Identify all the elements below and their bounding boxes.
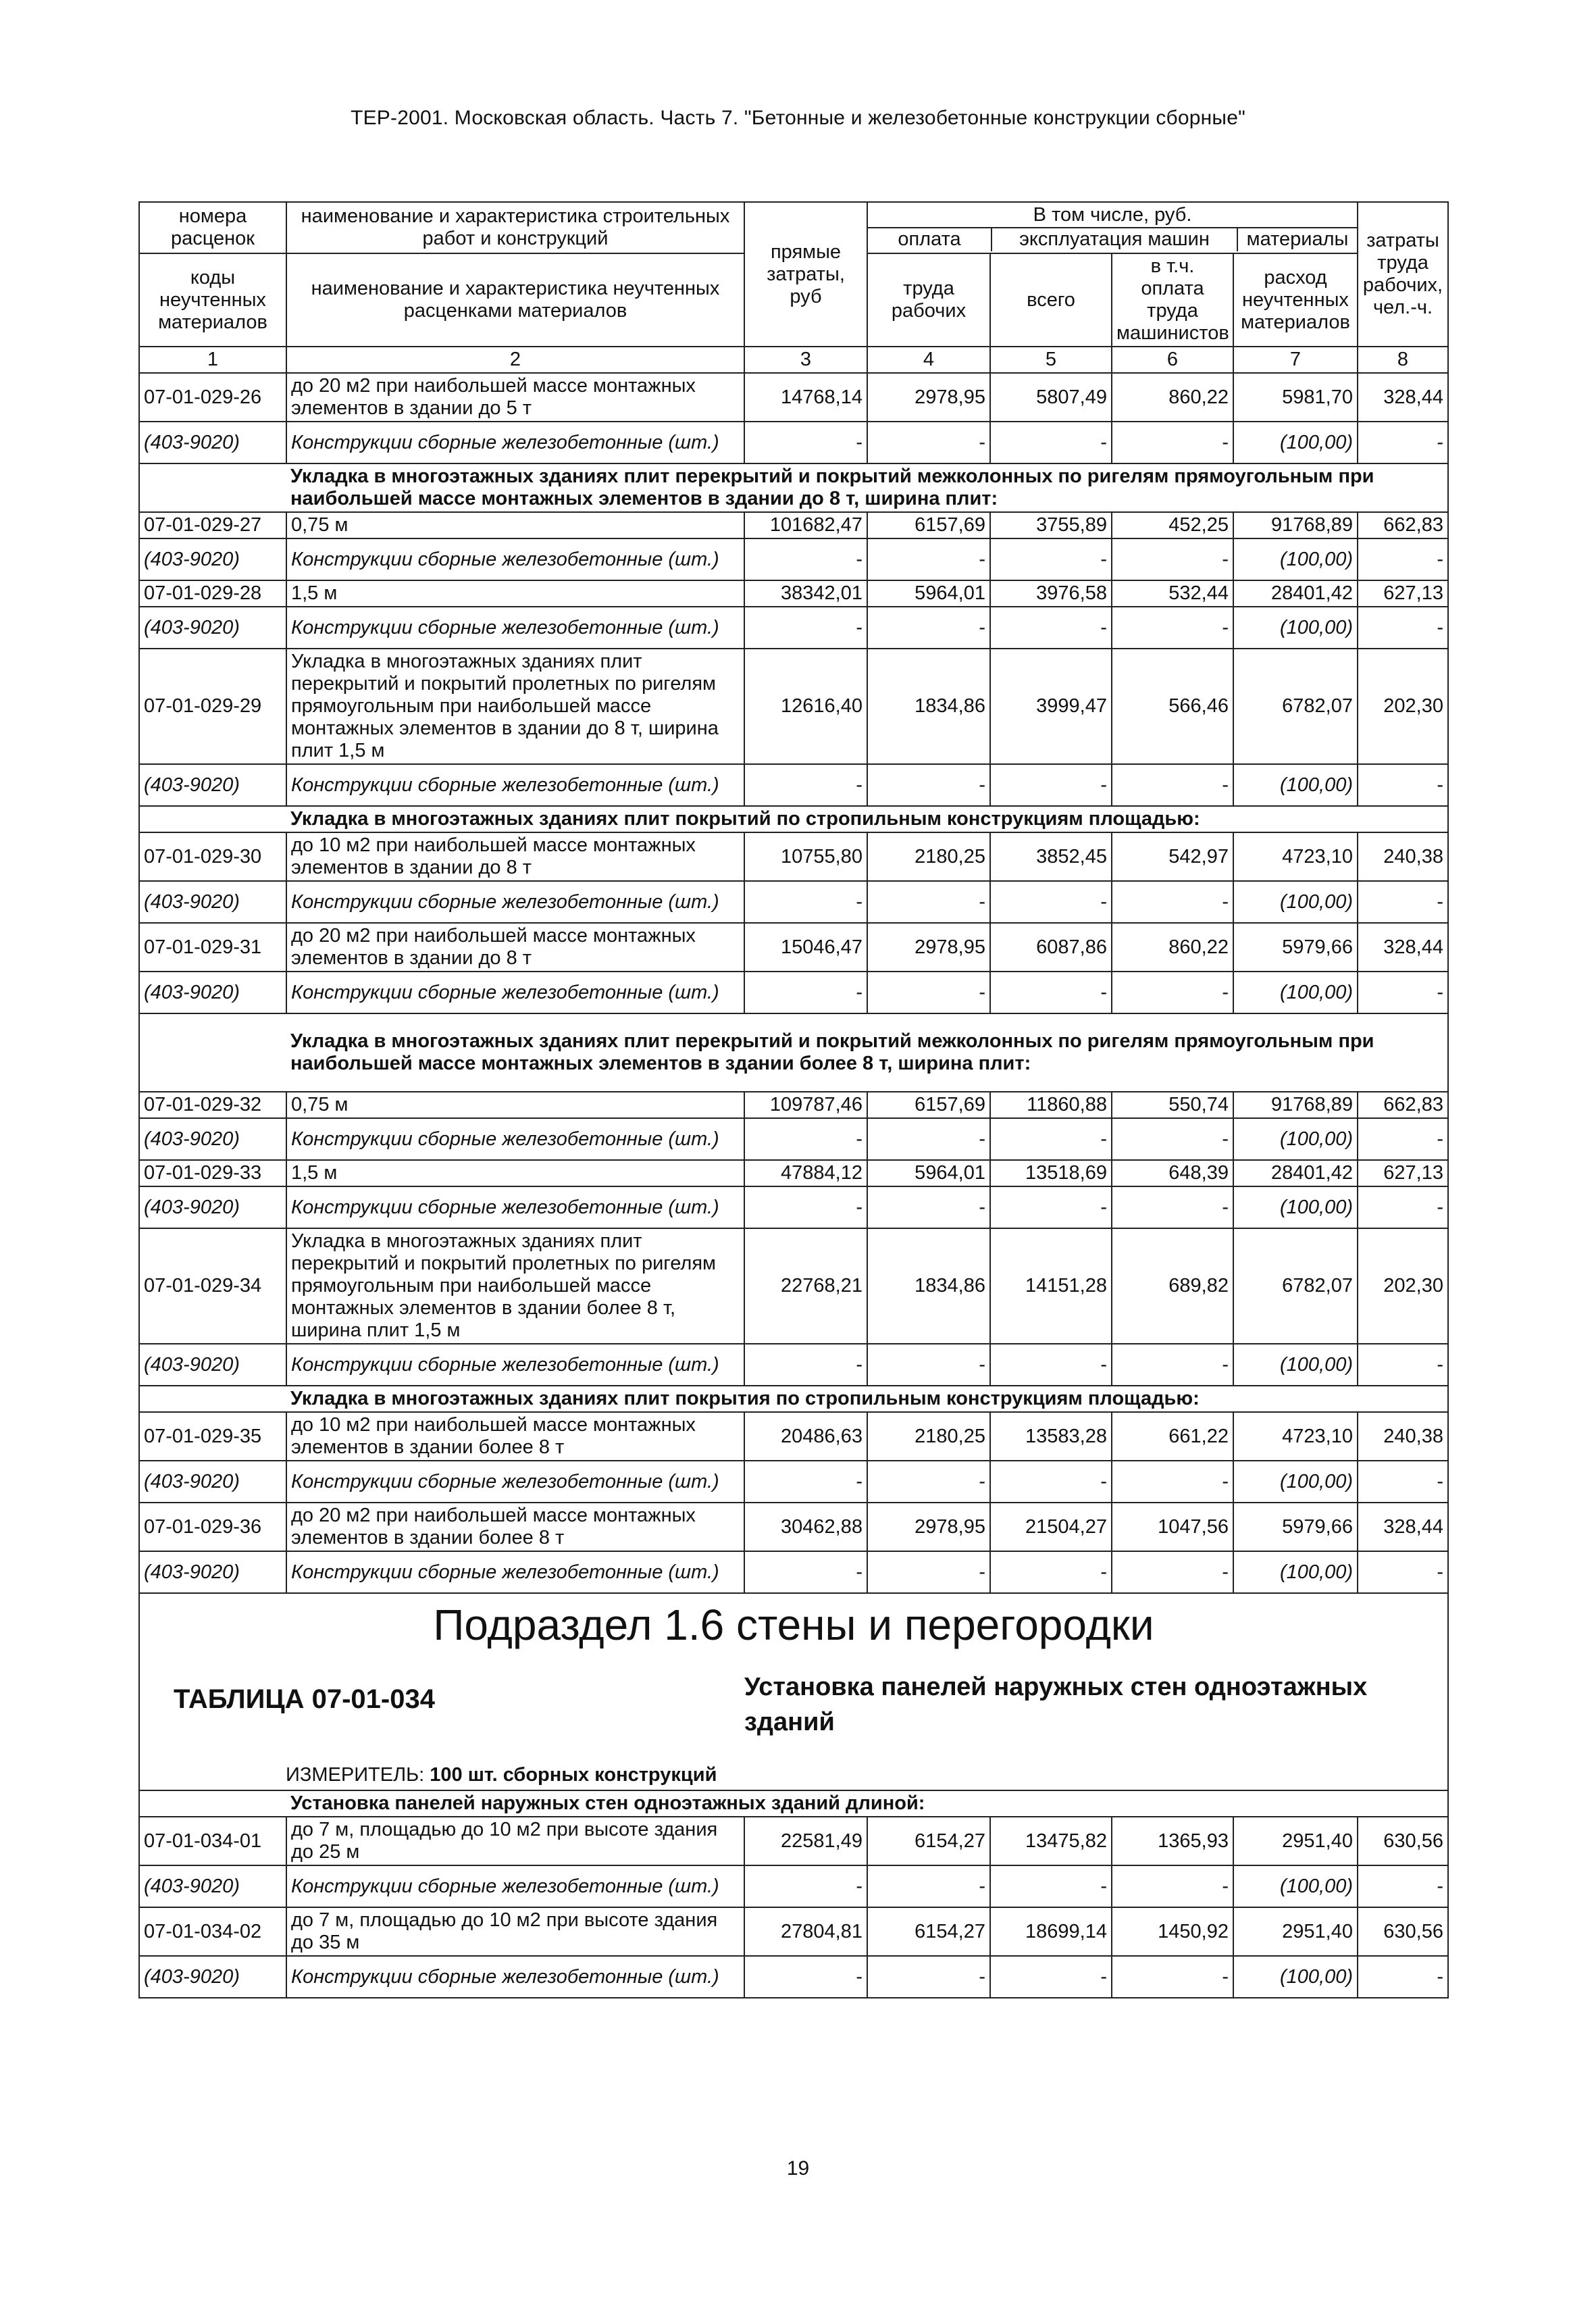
subsection-title: Подраздел 1.6 стены и перегородки [433, 1601, 1154, 1649]
rate-code: 07-01-029-26 [139, 373, 286, 422]
group-heading-row [139, 1790, 1448, 1817]
material-code: (403-9020) [139, 607, 286, 649]
value-c8: - [1358, 1865, 1448, 1907]
group-heading-row [139, 1013, 1448, 1092]
rate-name: до 7 м, площадью до 10 м2 при высоте здания до 35 м [286, 1907, 744, 1956]
value-c4: - [867, 1865, 990, 1907]
material-code: (403-9020) [139, 1461, 286, 1503]
value-c3: - [744, 1186, 867, 1228]
value-c7: (100,00) [1233, 538, 1358, 580]
value-c5: - [990, 538, 1112, 580]
value-c4: - [867, 1461, 990, 1503]
value-c3: - [744, 538, 867, 580]
value-c3: - [744, 607, 867, 649]
material-row [139, 422, 1448, 463]
rates-table-frame [138, 201, 1447, 2061]
header-materials: материалы [1246, 228, 1349, 250]
material-name: Конструкции сборные железобетонные (шт.) [286, 538, 744, 580]
col-number: 8 [1358, 347, 1448, 373]
value-c8: 240,38 [1358, 832, 1448, 881]
material-row [139, 1344, 1448, 1386]
material-code: (403-9020) [139, 1956, 286, 1998]
value-c3: - [744, 1956, 867, 1998]
value-c5: - [990, 764, 1112, 806]
header-col2-bottom: наименование и характеристика неучтенных расценками материалов [286, 253, 744, 347]
value-c7: 28401,42 [1233, 1160, 1358, 1186]
material-name: Конструкции сборные железобетонные (шт.) [286, 764, 744, 806]
value-c4: 2180,25 [867, 832, 990, 881]
material-name: Конструкции сборные железобетонные (шт.) [286, 1118, 744, 1160]
value-c3: - [744, 1865, 867, 1907]
rate-code: 07-01-034-02 [139, 1907, 286, 1956]
rate-name: 1,5 м [286, 1160, 744, 1186]
value-c8: 662,83 [1358, 1092, 1448, 1118]
rate-name: до 20 м2 при наибольшей массе монтажных элементов в здании до 8 т [286, 923, 744, 972]
col-number: 4 [867, 347, 990, 373]
material-name: Конструкции сборные железобетонные (шт.) [286, 607, 744, 649]
value-c6: 860,22 [1112, 373, 1233, 422]
page-header: ТЕР-2001. Московская область. Часть 7. "Бетонные и железобетонные конструкции сборные" [351, 107, 1245, 129]
value-c8: 328,44 [1358, 1503, 1448, 1551]
value-c3: 109787,46 [744, 1092, 867, 1118]
value-c3: 38342,01 [744, 580, 867, 607]
value-c5: 21504,27 [990, 1503, 1112, 1551]
value-c6: - [1112, 422, 1233, 463]
rate-code: 07-01-029-33 [139, 1160, 286, 1186]
value-c6: - [1112, 538, 1233, 580]
header-col5: всего [990, 253, 1112, 347]
value-c4: 2180,25 [867, 1412, 990, 1461]
header-col4: труда рабочих [867, 253, 990, 347]
group-spacer [139, 806, 286, 832]
value-c7: (100,00) [1233, 1461, 1358, 1503]
header-incl-text: В том числе, руб. [868, 204, 1357, 228]
value-c3: - [744, 1344, 867, 1386]
material-code: (403-9020) [139, 1118, 286, 1160]
value-c7: (100,00) [1233, 1118, 1358, 1160]
value-c7: (100,00) [1233, 1551, 1358, 1593]
value-c7: 28401,42 [1233, 580, 1358, 607]
material-name: Конструкции сборные железобетонные (шт.) [286, 1461, 744, 1503]
rate-name: 0,75 м [286, 1092, 744, 1118]
header-col4-top: оплата [868, 228, 992, 251]
value-c5: - [990, 1344, 1112, 1386]
material-name: Конструкции сборные железобетонные (шт.) [286, 422, 744, 463]
value-c6: 1365,93 [1112, 1817, 1233, 1865]
rate-code: 07-01-029-29 [139, 649, 286, 764]
table-title: Установка панелей наружных стен одноэтажных зданий [744, 1673, 1368, 1736]
value-c4: 2978,95 [867, 1503, 990, 1551]
value-c6: - [1112, 1551, 1233, 1593]
value-c3: 27804,81 [744, 1907, 867, 1956]
value-c3: 10755,80 [744, 832, 867, 881]
value-c7: 2951,40 [1233, 1907, 1358, 1956]
group-heading: Укладка в многоэтажных зданиях плит покрытий по стропильным конструкциям площадью: [286, 806, 1448, 832]
value-c6: 542,97 [1112, 832, 1233, 881]
material-code: (403-9020) [139, 1551, 286, 1593]
rate-code: 07-01-029-32 [139, 1092, 286, 1118]
value-c5: - [990, 607, 1112, 649]
value-c6: - [1112, 1344, 1233, 1386]
col-number: 1 [139, 347, 286, 373]
rate-code: 07-01-029-35 [139, 1412, 286, 1461]
value-c7: 6782,07 [1233, 1228, 1358, 1344]
rate-row [139, 512, 1448, 538]
material-row [139, 538, 1448, 580]
value-c3: - [744, 881, 867, 923]
material-code: (403-9020) [139, 538, 286, 580]
value-c6: - [1112, 1186, 1233, 1228]
value-c3: 12616,40 [744, 649, 867, 764]
value-c6: 1047,56 [1112, 1503, 1233, 1551]
material-name: Конструкции сборные железобетонные (шт.) [286, 972, 744, 1013]
value-c3: - [744, 1551, 867, 1593]
rate-row [139, 1907, 1448, 1956]
value-c5: - [990, 422, 1112, 463]
col-number: 2 [286, 347, 744, 373]
header-col2-top: наименование и характеристика строительных работ и конструкций [286, 202, 744, 253]
value-c4: 1834,86 [867, 649, 990, 764]
material-row [139, 881, 1448, 923]
value-c4: 1834,86 [867, 1228, 990, 1344]
group-spacer [139, 1013, 286, 1092]
measure-unit [286, 1764, 717, 1786]
rate-name: до 7 м, площадью до 10 м2 при высоте здания до 25 м [286, 1817, 744, 1865]
value-c3: - [744, 764, 867, 806]
value-c6: - [1112, 1956, 1233, 1998]
value-c4: - [867, 1186, 990, 1228]
value-c5: - [990, 1956, 1112, 1998]
rate-row [139, 580, 1448, 607]
material-name: Конструкции сборные железобетонные (шт.) [286, 881, 744, 923]
group-heading-row [139, 1386, 1448, 1412]
value-c5: 14151,28 [990, 1228, 1112, 1344]
value-c8: - [1358, 1344, 1448, 1386]
value-c5: - [990, 1551, 1112, 1593]
table-id: ТАБЛИЦА 07-01-034 [174, 1684, 435, 1714]
material-row [139, 764, 1448, 806]
value-c4: - [867, 607, 990, 649]
material-code: (403-9020) [139, 1344, 286, 1386]
value-c8: 630,56 [1358, 1817, 1448, 1865]
rate-name: до 20 м2 при наибольшей массе монтажных элементов в здании до 5 т [286, 373, 744, 422]
value-c5: 3852,45 [990, 832, 1112, 881]
value-c3: - [744, 1461, 867, 1503]
value-c7: (100,00) [1233, 1956, 1358, 1998]
rate-row [139, 373, 1448, 422]
group-heading: Укладка в многоэтажных зданиях плит покрытия по стропильным конструкциям площадью: [286, 1386, 1448, 1412]
value-c6: - [1112, 607, 1233, 649]
measure-label: ИЗМЕРИТЕЛЬ: [286, 1764, 425, 1786]
page-number: 19 [786, 2157, 810, 2180]
value-c3: 30462,88 [744, 1503, 867, 1551]
rate-name: до 10 м2 при наибольшей массе монтажных элементов в здании более 8 т [286, 1412, 744, 1461]
header-col7: расход неучтенных материалов [1233, 253, 1358, 347]
rate-row [139, 832, 1448, 881]
value-c3: 47884,12 [744, 1160, 867, 1186]
value-c8: - [1358, 1186, 1448, 1228]
col-number: 5 [990, 347, 1112, 373]
value-c4: - [867, 1956, 990, 1998]
rate-row [139, 649, 1448, 764]
value-c4: - [867, 764, 990, 806]
value-c8: 328,44 [1358, 923, 1448, 972]
header-col1-top: номера расценок [139, 202, 286, 253]
rate-row [139, 1228, 1448, 1344]
value-c4: 6154,27 [867, 1907, 990, 1956]
material-code: (403-9020) [139, 972, 286, 1013]
header-col6: в т.ч. оплата труда машинистов [1112, 253, 1233, 347]
value-c7: 91768,89 [1233, 1092, 1358, 1118]
value-c5: - [990, 1118, 1112, 1160]
material-code: (403-9020) [139, 422, 286, 463]
value-c6: 550,74 [1112, 1092, 1233, 1118]
header-including [867, 202, 1358, 253]
material-code: (403-9020) [139, 764, 286, 806]
value-c4: - [867, 1344, 990, 1386]
rate-row [139, 1412, 1448, 1461]
value-c4: 6154,27 [867, 1817, 990, 1865]
value-c7: (100,00) [1233, 607, 1358, 649]
value-c7: (100,00) [1233, 1344, 1358, 1386]
value-c4: 2978,95 [867, 923, 990, 972]
value-c4: 5964,01 [867, 1160, 990, 1186]
value-c8: - [1358, 764, 1448, 806]
rate-row [139, 1503, 1448, 1551]
value-c4: - [867, 538, 990, 580]
material-row [139, 1118, 1448, 1160]
value-c6: - [1112, 972, 1233, 1013]
value-c7: 91768,89 [1233, 512, 1358, 538]
col-number: 3 [744, 347, 867, 373]
value-c7: (100,00) [1233, 1186, 1358, 1228]
value-c5: - [990, 1186, 1112, 1228]
value-c6: 689,82 [1112, 1228, 1233, 1344]
measure-value: 100 шт. [430, 1764, 498, 1786]
value-c8: 328,44 [1358, 373, 1448, 422]
value-c6: - [1112, 881, 1233, 923]
value-c3: 15046,47 [744, 923, 867, 972]
rate-name: до 10 м2 при наибольшей массе монтажных элементов в здании до 8 т [286, 832, 744, 881]
value-c7: (100,00) [1233, 881, 1358, 923]
rate-row [139, 1817, 1448, 1865]
value-c6: 648,39 [1112, 1160, 1233, 1186]
value-c8: - [1358, 422, 1448, 463]
value-c7: 4723,10 [1233, 832, 1358, 881]
value-c3: 20486,63 [744, 1412, 867, 1461]
value-c6: 566,46 [1112, 649, 1233, 764]
value-c8: 630,56 [1358, 1907, 1448, 1956]
value-c8: - [1358, 1461, 1448, 1503]
value-c3: 14768,14 [744, 373, 867, 422]
rate-code: 07-01-029-31 [139, 923, 286, 972]
header-machines: эксплуатация машин [992, 228, 1238, 251]
value-c6: - [1112, 1865, 1233, 1907]
value-c3: - [744, 422, 867, 463]
value-c8: 662,83 [1358, 512, 1448, 538]
material-row [139, 1186, 1448, 1228]
rate-code: 07-01-034-01 [139, 1817, 286, 1865]
value-c6: 1450,92 [1112, 1907, 1233, 1956]
value-c5: 3976,58 [990, 580, 1112, 607]
group-heading-row [139, 463, 1448, 512]
value-c7: (100,00) [1233, 972, 1358, 1013]
value-c5: 3999,47 [990, 649, 1112, 764]
header-col1-bottom: коды неучтенных материалов [139, 253, 286, 347]
value-c8: - [1358, 1956, 1448, 1998]
value-c5: 6087,86 [990, 923, 1112, 972]
value-c5: - [990, 1461, 1112, 1503]
value-c7: 6782,07 [1233, 649, 1358, 764]
header-row-1 [139, 202, 1448, 253]
material-name: Конструкции сборные железобетонные (шт.) [286, 1956, 744, 1998]
rate-name: Укладка в многоэтажных зданиях плит перекрытий и покрытий пролетных по ригелям прямоугольным при наибольшей массе монтажных элементов в здании более 8 т, ширина плит 1,5 м [286, 1228, 744, 1344]
value-c8: 627,13 [1358, 580, 1448, 607]
value-c5: - [990, 881, 1112, 923]
rate-name: 1,5 м [286, 580, 744, 607]
value-c5: 13475,82 [990, 1817, 1112, 1865]
value-c5: - [990, 1865, 1112, 1907]
value-c5: 13583,28 [990, 1412, 1112, 1461]
rate-name: 0,75 м [286, 512, 744, 538]
value-c8: - [1358, 1118, 1448, 1160]
value-c7: 2951,40 [1233, 1817, 1358, 1865]
rates-table [138, 201, 1449, 1998]
material-name: Конструкции сборные железобетонные (шт.) [286, 1865, 744, 1907]
value-c7: 4723,10 [1233, 1412, 1358, 1461]
header-col8: затраты труда рабочих, чел.-ч. [1358, 202, 1448, 347]
value-c5: - [990, 972, 1112, 1013]
value-c6: 860,22 [1112, 923, 1233, 972]
value-c6: 452,25 [1112, 512, 1233, 538]
material-name: Конструкции сборные железобетонные (шт.) [286, 1551, 744, 1593]
material-row [139, 1551, 1448, 1593]
header-numbers-row [139, 347, 1448, 373]
material-row [139, 607, 1448, 649]
rate-code: 07-01-029-27 [139, 512, 286, 538]
rate-name: до 20 м2 при наибольшей массе монтажных элементов в здании более 8 т [286, 1503, 744, 1551]
value-c3: - [744, 972, 867, 1013]
material-code: (403-9020) [139, 1865, 286, 1907]
rate-row [139, 923, 1448, 972]
value-c7: 5981,70 [1233, 373, 1358, 422]
value-c4: 6157,69 [867, 1092, 990, 1118]
value-c8: - [1358, 1551, 1448, 1593]
section-row [139, 1593, 1448, 1790]
rate-name: Укладка в многоэтажных зданиях плит перекрытий и покрытий пролетных по ригелям прямоугольным при наибольшей массе монтажных элементов в здании до 8 т, ширина плит 1,5 м [286, 649, 744, 764]
material-name: Конструкции сборные железобетонные (шт.) [286, 1186, 744, 1228]
material-code: (403-9020) [139, 881, 286, 923]
material-code: (403-9020) [139, 1186, 286, 1228]
value-c6: - [1112, 1461, 1233, 1503]
value-c4: - [867, 422, 990, 463]
value-c4: - [867, 881, 990, 923]
value-c6: 532,44 [1112, 580, 1233, 607]
value-c8: 202,30 [1358, 649, 1448, 764]
header-col3: прямые затраты, руб [744, 202, 867, 347]
value-c7: (100,00) [1233, 764, 1358, 806]
rate-code: 07-01-029-36 [139, 1503, 286, 1551]
value-c4: 6157,69 [867, 512, 990, 538]
value-c7: (100,00) [1233, 422, 1358, 463]
value-c3: 101682,47 [744, 512, 867, 538]
group-spacer [139, 1790, 286, 1817]
col-number: 7 [1233, 347, 1358, 373]
value-c4: 5964,01 [867, 580, 990, 607]
value-c5: 18699,14 [990, 1907, 1112, 1956]
value-c6: - [1112, 764, 1233, 806]
value-c8: 202,30 [1358, 1228, 1448, 1344]
value-c8: 240,38 [1358, 1412, 1448, 1461]
value-c3: 22581,49 [744, 1817, 867, 1865]
value-c7: 5979,66 [1233, 923, 1358, 972]
section-block [139, 1593, 1448, 1790]
value-c3: - [744, 1118, 867, 1160]
group-spacer [139, 1386, 286, 1412]
value-c4: - [867, 1551, 990, 1593]
rate-row [139, 1160, 1448, 1186]
value-c3: 22768,21 [744, 1228, 867, 1344]
col-number: 6 [1112, 347, 1233, 373]
material-name: Конструкции сборные железобетонные (шт.) [286, 1344, 744, 1386]
value-c5: 3755,89 [990, 512, 1112, 538]
value-c8: 627,13 [1358, 1160, 1448, 1186]
value-c7: (100,00) [1233, 1865, 1358, 1907]
value-c4: - [867, 972, 990, 1013]
rate-code: 07-01-029-30 [139, 832, 286, 881]
value-c8: - [1358, 538, 1448, 580]
group-heading-row [139, 806, 1448, 832]
measure-tail: сборных конструкций [503, 1764, 717, 1786]
material-row [139, 1461, 1448, 1503]
value-c8: - [1358, 972, 1448, 1013]
group-heading: Установка панелей наружных стен одноэтажных зданий длиной: [286, 1790, 1448, 1817]
group-spacer [139, 463, 286, 512]
material-row [139, 1956, 1448, 1998]
value-c7: 5979,66 [1233, 1503, 1358, 1551]
value-c5: 11860,88 [990, 1092, 1112, 1118]
value-c5: 5807,49 [990, 373, 1112, 422]
value-c6: 661,22 [1112, 1412, 1233, 1461]
rate-code: 07-01-029-34 [139, 1228, 286, 1344]
value-c5: 13518,69 [990, 1160, 1112, 1186]
material-row [139, 1865, 1448, 1907]
rate-code: 07-01-029-28 [139, 580, 286, 607]
group-heading: Укладка в многоэтажных зданиях плит перекрытий и покрытий межколонных по ригелям прямоугольным при наибольшей массе монтажных элементов в здании более 8 т, ширина плит: [286, 1013, 1448, 1092]
value-c4: - [867, 1118, 990, 1160]
group-heading: Укладка в многоэтажных зданиях плит перекрытий и покрытий межколонных по ригелям прямоугольным при наибольшей массе монтажных элементов в здании до 8 т, ширина плит: [286, 463, 1448, 512]
value-c8: - [1358, 607, 1448, 649]
material-row [139, 972, 1448, 1013]
value-c6: - [1112, 1118, 1233, 1160]
rate-row [139, 1092, 1448, 1118]
value-c4: 2978,95 [867, 373, 990, 422]
value-c8: - [1358, 881, 1448, 923]
